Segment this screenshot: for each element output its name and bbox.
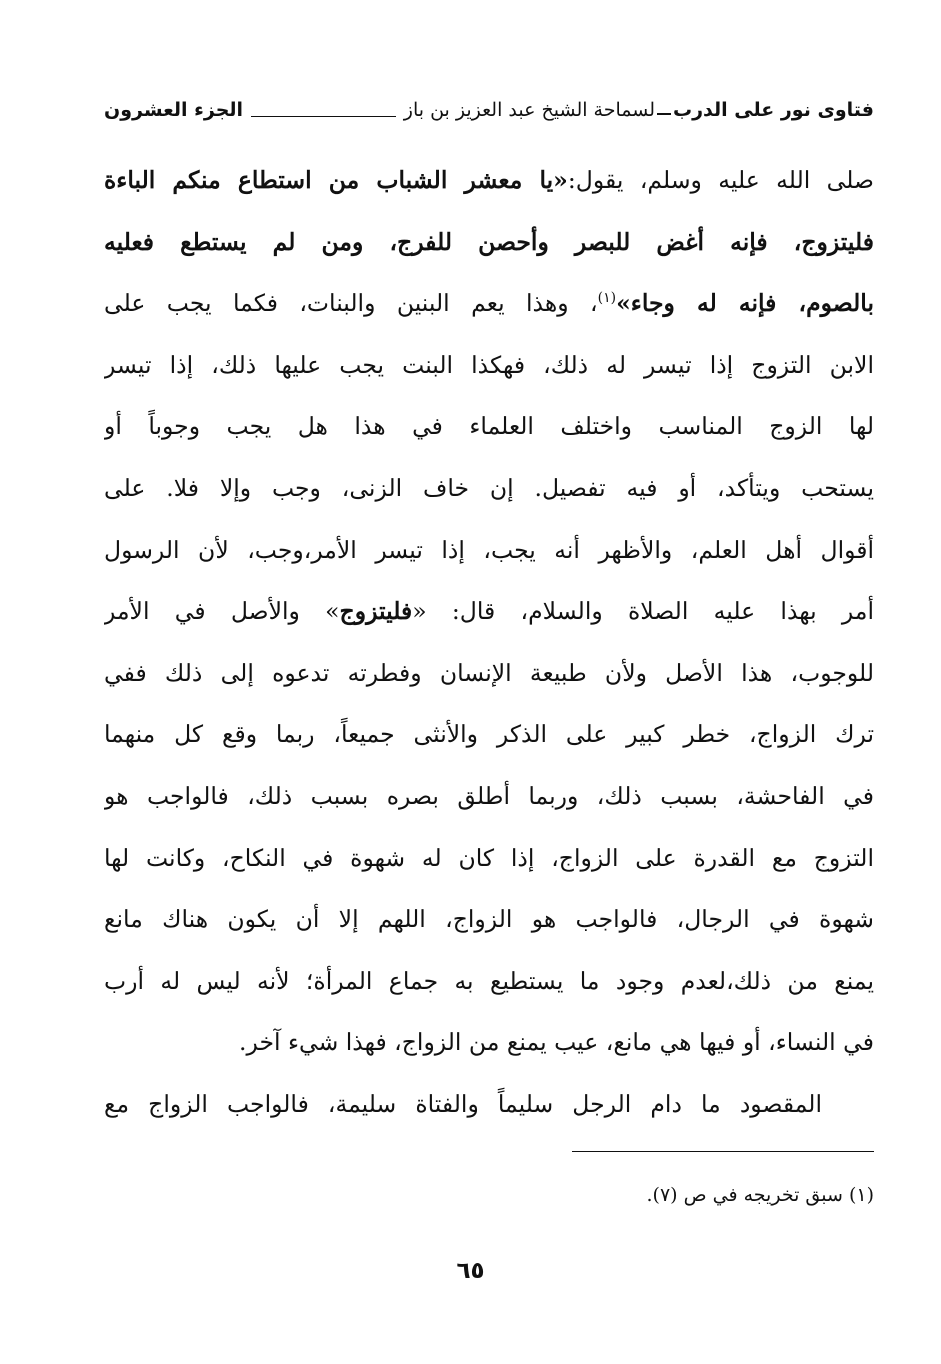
text-line xyxy=(104,396,874,458)
author-credit: لسماحة الشيخ عبد العزيز بن باز xyxy=(403,99,655,121)
header-dash xyxy=(657,113,671,115)
text-line xyxy=(104,766,874,828)
text-line xyxy=(104,212,874,274)
text-segment: في الفاحشة، بسبب ذلك، وربما أطلق بصره بسبب ذلك، فالواجب هو xyxy=(104,781,874,810)
text-line xyxy=(104,520,874,582)
hadith-text: فليتزوج xyxy=(339,597,413,626)
text-line xyxy=(104,335,874,397)
text-line xyxy=(104,889,874,951)
text-segment: لها الزوج المناسب واختلف العلماء في هذا هل يجب وجوباً أو xyxy=(104,412,874,441)
text-segment: المقصود ما دام الرجل سليماً والفتاة سليمة، فالواجب الزواج مع xyxy=(104,1089,822,1118)
text-segment: شهوة في الرجال، فالواجب هو الزواج، اللهم إلا أن يكون هناك مانع xyxy=(104,905,874,934)
text-line xyxy=(104,951,874,1013)
text-segment: » والأصل في الأمر xyxy=(104,597,340,626)
text-segment: أمر بهذا عليه الصلاة والسلام، قال: « xyxy=(412,597,874,626)
text-segment: يمنع من ذلك،لعدم وجود ما يستطيع به جماع المرأة؛ لأنه ليس له أرب xyxy=(104,966,874,995)
text-segment: يستحب ويتأكد، أو فيه تفصيل. إن خاف الزنى، وجب وإلا فلا. على xyxy=(104,473,874,502)
hadith-text: فليتزوج، فإنه أغض للبصر وأحصن للفرج، ومن لم يستطع فعليه xyxy=(104,227,874,256)
text-line xyxy=(104,150,874,212)
text-line xyxy=(104,273,874,335)
text-line xyxy=(104,581,874,643)
text-line xyxy=(104,1012,874,1074)
text-segment: ، وهذا يعم البنين والبنات، فكما يجب على xyxy=(104,289,598,318)
header-rule xyxy=(251,116,396,117)
running-header xyxy=(104,92,874,128)
page-number: ٦٥ xyxy=(456,1258,485,1284)
volume-label: الجزء العشرون xyxy=(104,99,244,121)
hadith-text: بالصوم، فإنه له وجاء» xyxy=(616,289,874,318)
text-segment: صلى الله عليه وسلم، يقول: xyxy=(567,166,874,194)
text-line xyxy=(104,828,874,890)
text-segment: ترك الزواج، خطر كبير على الذكر والأنثى جميعاً، ربما وقع كل منهما xyxy=(104,720,874,749)
text-segment: التزوج مع القدرة على الزواج، إذا كان له شهوة في النكاح، وكانت لها xyxy=(104,843,874,872)
text-segment: أقوال أهل العلم، والأظهر أنه يجب، إذا تيسر الأمر،وجب، لأن الرسول xyxy=(104,535,874,564)
footnote-reference: (١) xyxy=(597,290,617,307)
text-line xyxy=(104,458,874,520)
text-segment: للوجوب، هذا الأصل ولأن طبيعة الإنسان وفطرته تدعوه إلى ذلك ففي xyxy=(104,658,874,687)
text-segment: في النساء، أو فيها هي مانع، عيب يمنع من الزواج، فهذا شيء آخر. xyxy=(239,1028,874,1057)
footnote: (١) سبق تخريجه في ص (٧). xyxy=(646,1184,874,1206)
text-line xyxy=(104,704,874,766)
footnote-separator xyxy=(572,1151,874,1152)
text-line xyxy=(104,643,874,705)
body-text xyxy=(104,150,874,1136)
text-line xyxy=(104,1074,874,1136)
text-segment: الابن التزوج إذا تيسر له ذلك، فهكذا البنت يجب عليها ذلك، إذا تيسر xyxy=(104,350,874,379)
hadith-text: «يا معشر الشباب من استطاع منكم الباءة xyxy=(104,166,568,194)
book-title: فتاوى نور على الدرب xyxy=(673,99,874,121)
